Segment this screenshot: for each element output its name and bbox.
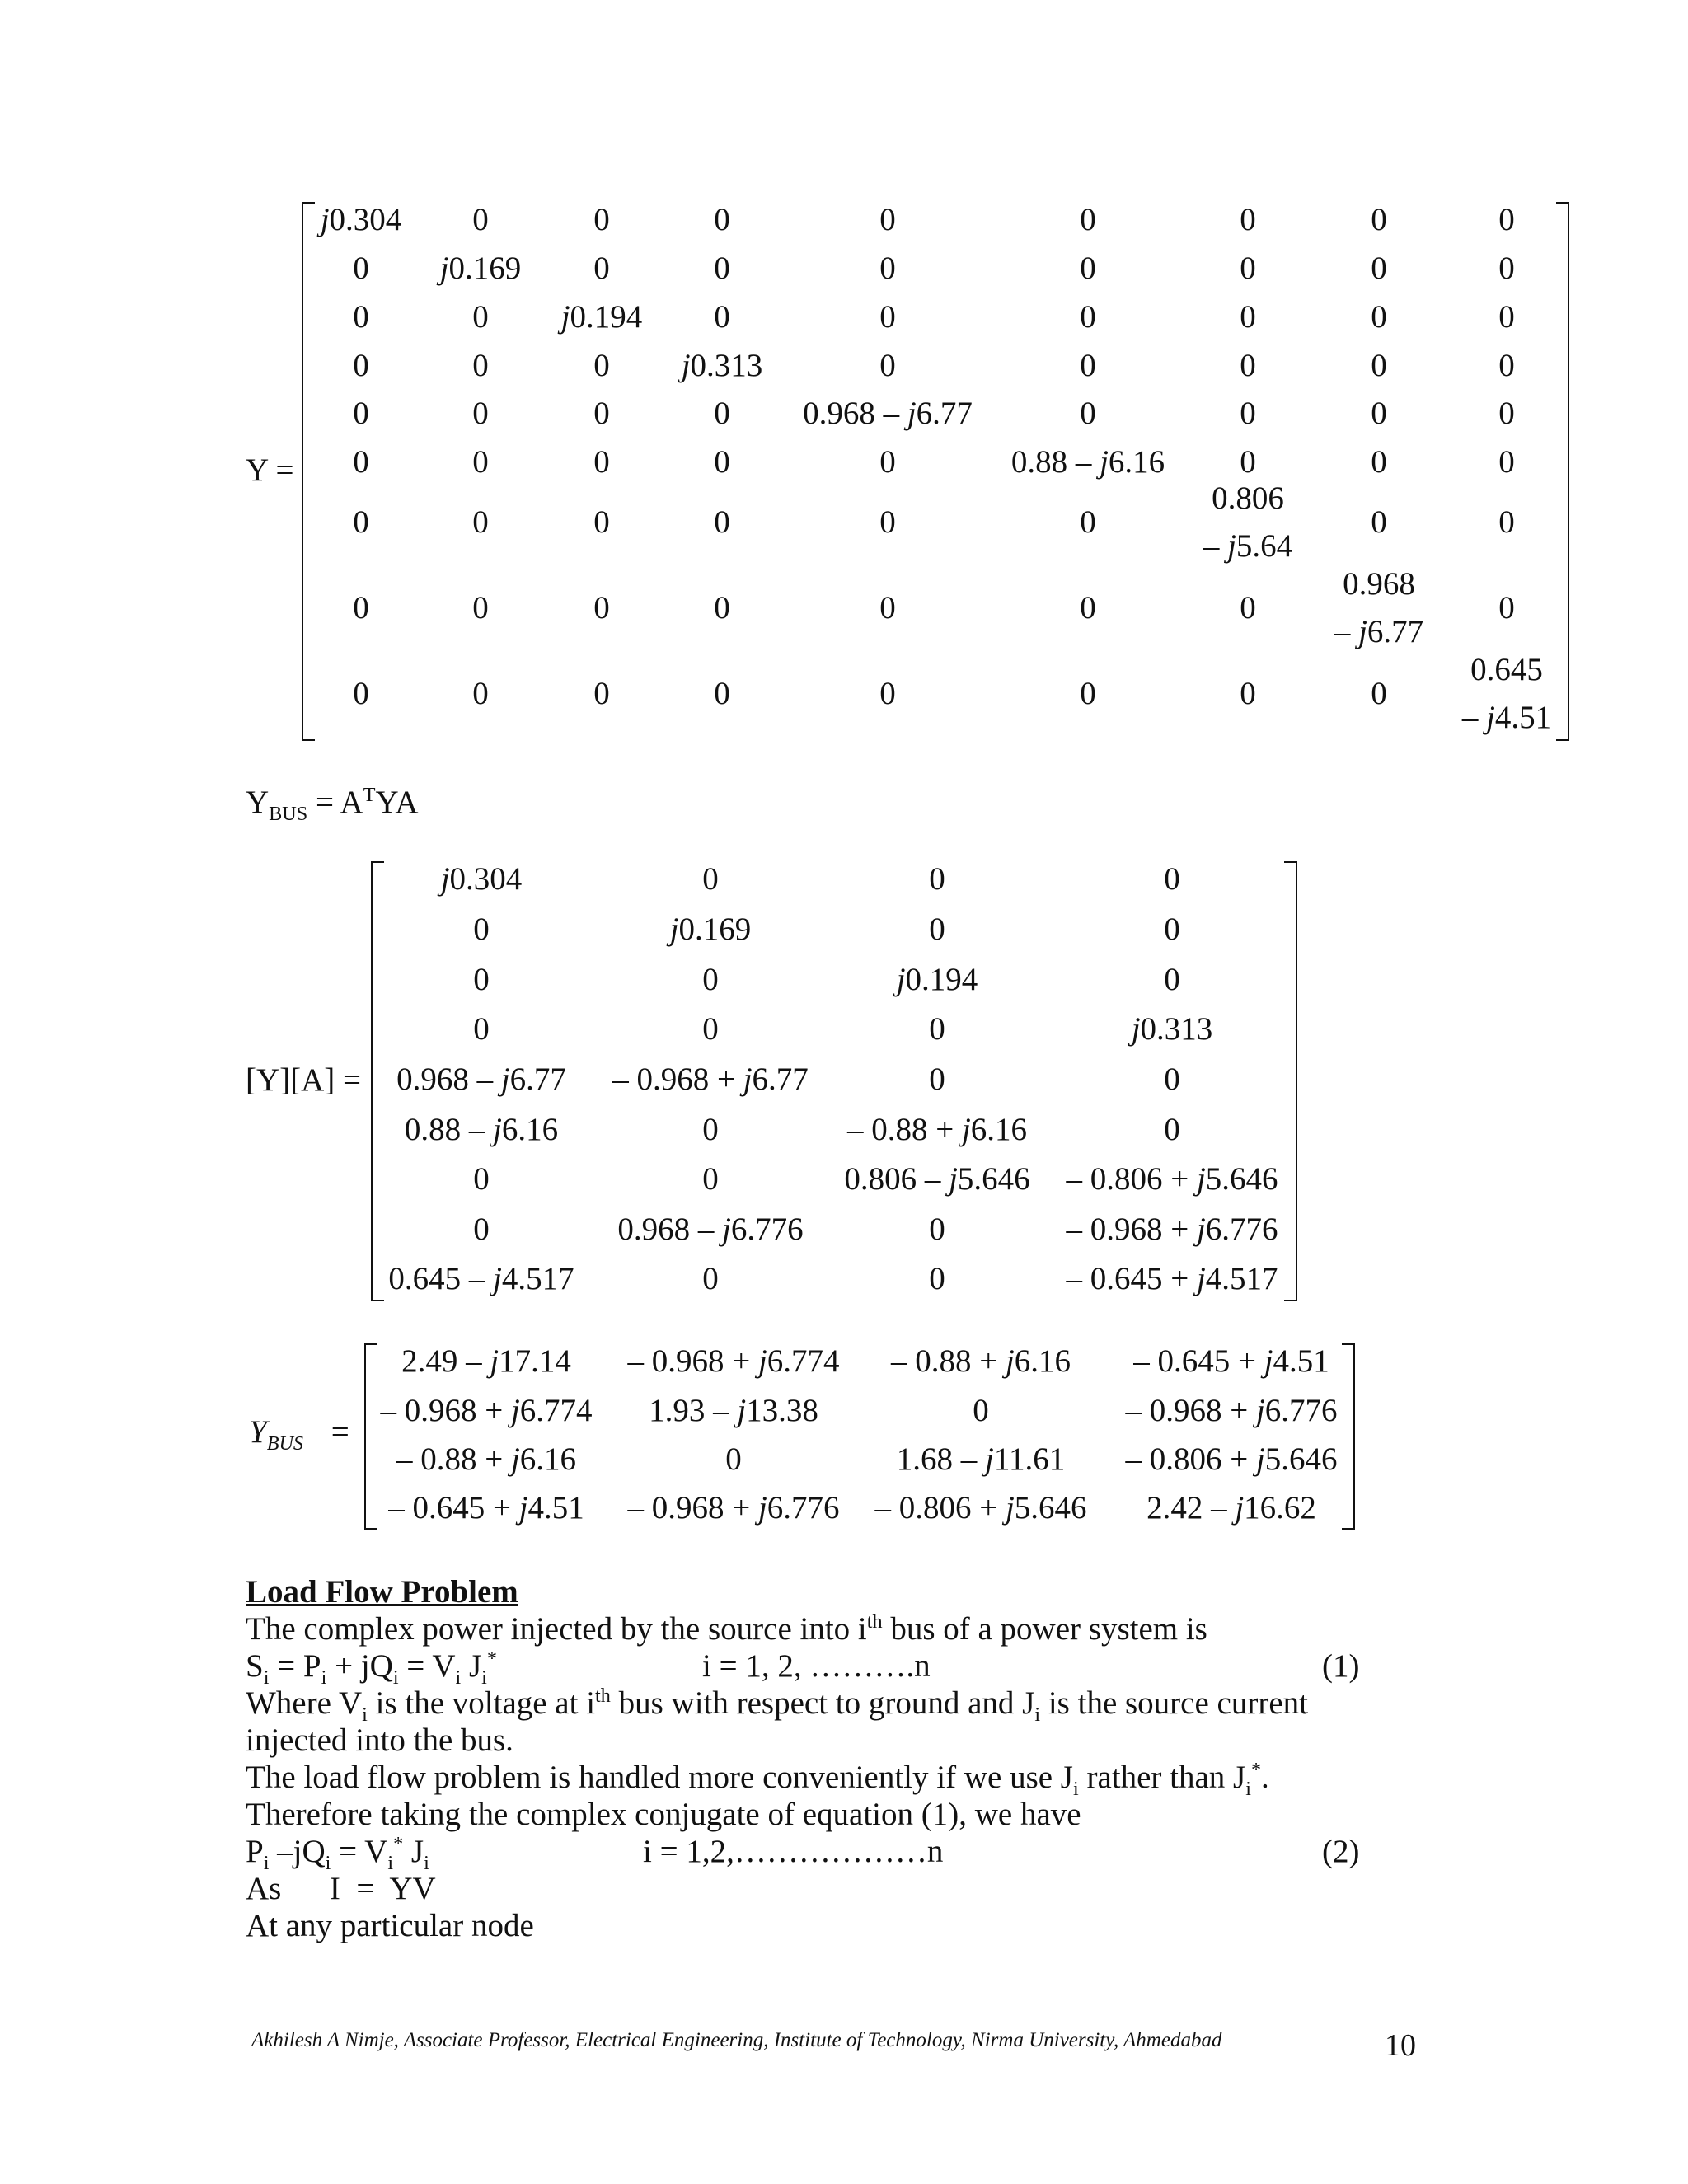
- page-number: 10: [1385, 2028, 1416, 2063]
- matrix-cell: – 0.645 + j4.51: [388, 1490, 584, 1526]
- matrix-cell: j0.313: [1131, 1011, 1213, 1047]
- matrix-cell: 0: [702, 1011, 719, 1047]
- matrix-cell: 0: [473, 1161, 490, 1197]
- matrix-cell: 0: [879, 504, 896, 540]
- matrix-cell: 0: [714, 202, 730, 237]
- matrix-cell: 0: [593, 590, 610, 626]
- matrix-cell: 0: [714, 676, 730, 711]
- matrix-cell: 0: [1371, 251, 1387, 286]
- matrix-cell: 0: [1498, 590, 1515, 626]
- matrix-cell: 0: [1498, 251, 1515, 286]
- matrix-cell: 0: [1371, 444, 1387, 480]
- matrix-cell: – 0.88 + j6.16: [846, 1112, 1028, 1147]
- matrix-cell: 0: [1371, 676, 1387, 711]
- matrix-cell: 0.968 – j6.776: [617, 1212, 804, 1247]
- matrix-cell: 0: [879, 251, 896, 286]
- section-heading: Load Flow Problem: [246, 1574, 518, 1610]
- matrix-cell: 0: [1164, 1112, 1180, 1147]
- matrix-cell: 0: [473, 1011, 490, 1047]
- matrix-cell: 0: [1080, 251, 1096, 286]
- equation-2-number: (2): [1322, 1834, 1360, 1869]
- matrix-cell: 0: [353, 348, 369, 383]
- matrix-cell: 0: [702, 1261, 719, 1296]
- matrix-cell: 0.645 – j4.517: [388, 1261, 574, 1296]
- matrix-cell: 0: [593, 444, 610, 480]
- matrix-cell: 0: [353, 251, 369, 286]
- equation-2: $P_i$ $-jQ_i = V_i^*$ $J_i$: [246, 1833, 429, 1874]
- matrix-cell: 0: [353, 676, 369, 711]
- matrix-cell: 0: [1080, 676, 1096, 711]
- matrix-y-left-bracket: [302, 202, 315, 741]
- matrix-cell: 0: [929, 1062, 945, 1097]
- matrix-cell: 2.49 – j17.14: [401, 1343, 571, 1379]
- matrix-cell: 0: [1164, 962, 1180, 997]
- paragraph-line: The complex power injected by the source into $i^{th}$ bus of a power system is: [246, 1610, 1207, 1647]
- matrix-cell: 0: [1240, 348, 1256, 383]
- matrix-ya-left-bracket: [371, 861, 384, 1301]
- matrix-cell: 0: [593, 251, 610, 286]
- matrix-cell: – 0.806 + j5.646: [874, 1490, 1087, 1526]
- matrix-cell: j0.304: [320, 202, 402, 237]
- matrix-cell: 0: [929, 912, 945, 947]
- matrix-cell: 0: [593, 396, 610, 431]
- matrix-cell: 0: [593, 676, 610, 711]
- matrix-cell-lower: – j6.77: [1334, 614, 1424, 649]
- equation-1: $S_i = P_i + jQ_i = V_i$ $J_i^*$: [246, 1647, 497, 1689]
- matrix-cell: 0: [473, 1212, 490, 1247]
- matrix-cell: 0: [879, 676, 896, 711]
- footer-author: Akhilesh A Nimje, Associate Professor, Electrical Engineering, Institute of Technology, Nirma University, Ahmedabad: [251, 2029, 1222, 2051]
- matrix-cell: 0: [1371, 299, 1387, 335]
- matrix-cell: 0: [1080, 299, 1096, 335]
- matrix-cell: 0: [1371, 202, 1387, 237]
- matrix-cell: 0: [353, 504, 369, 540]
- matrix-cell: 0: [702, 962, 719, 997]
- matrix-cell: 0: [473, 912, 490, 947]
- matrix-cell-upper: 0.645: [1470, 652, 1543, 687]
- paragraph-line: injected into the bus.: [246, 1722, 513, 1758]
- matrix-cell: 0: [714, 396, 730, 431]
- matrix-cell: 0: [1498, 348, 1515, 383]
- equation-1-number: (1): [1322, 1648, 1360, 1684]
- matrix-cell: 0: [1240, 202, 1256, 237]
- matrix-cell: 0: [1240, 590, 1256, 626]
- matrix-cell: – 0.968 + j6.774: [627, 1343, 840, 1379]
- matrix-cell: – 0.645 + j4.51: [1133, 1343, 1329, 1379]
- paragraph-line: As I = YV: [246, 1871, 436, 1906]
- matrix-ya-label: [Y][A] =: [246, 1062, 362, 1098]
- matrix-cell: 0: [725, 1441, 742, 1477]
- matrix-cell: – 0.806 + j5.646: [1066, 1161, 1278, 1197]
- matrix-cell: 0: [1164, 912, 1180, 947]
- matrix-y-label: Y =: [246, 452, 294, 488]
- matrix-cell: 0: [472, 348, 489, 383]
- matrix-cell: 1.68 – j11.61: [896, 1441, 1066, 1477]
- matrix-cell: 0: [1080, 202, 1096, 237]
- matrix-cell: 0: [702, 861, 719, 897]
- matrix-cell: 0: [472, 299, 489, 335]
- equation-2-range: i = 1,2,………………n: [643, 1834, 944, 1869]
- matrix-cell-lower: – j4.51: [1461, 700, 1552, 735]
- matrix-cell: j0.304: [440, 861, 523, 897]
- matrix-cell: 0: [879, 202, 896, 237]
- matrix-cell: 0: [714, 444, 730, 480]
- matrix-cell: 0: [472, 590, 489, 626]
- ybus-formula: $Y_{BUS} = A^TYA$: [246, 784, 419, 825]
- matrix-cell: 0: [1240, 251, 1256, 286]
- matrix-cell: 0: [472, 202, 489, 237]
- matrix-cell-upper: 0.968: [1343, 566, 1415, 602]
- matrix-cell: j0.313: [681, 348, 763, 383]
- matrix-cell: – 0.968 + j6.776: [1125, 1393, 1338, 1428]
- matrix-cell: 0: [472, 504, 489, 540]
- matrix-cell: 0.88 – j6.16: [404, 1112, 559, 1147]
- matrix-cell: 0: [1240, 396, 1256, 431]
- matrix-cell: 0: [1240, 676, 1256, 711]
- matrix-y-right-bracket: [1556, 202, 1569, 741]
- matrix-cell: 0: [472, 444, 489, 480]
- matrix-ybus-left-bracket: [364, 1343, 377, 1530]
- matrix-cell-upper: 0.806: [1212, 480, 1284, 516]
- matrix-cell: 0: [702, 1112, 719, 1147]
- matrix-cell: 0.968 – j6.77: [396, 1062, 566, 1097]
- paragraph-line: Therefore taking the complex conjugate of equation (1), we have: [246, 1797, 1081, 1832]
- matrix-cell: 0: [353, 590, 369, 626]
- paragraph-line: Where $V_i$ is the voltage at $i^{th}$ bus with respect to ground and $J_i$ is the source current: [246, 1685, 1308, 1726]
- matrix-cell: 0: [714, 590, 730, 626]
- matrix-cell: 0: [353, 396, 369, 431]
- matrix-cell-lower: – j5.64: [1203, 528, 1293, 564]
- matrix-cell: 0: [593, 202, 610, 237]
- matrix-cell: 0: [879, 444, 896, 480]
- matrix-cell: 0: [714, 299, 730, 335]
- matrix-cell: 0: [879, 299, 896, 335]
- matrix-cell: – 0.806 + j5.646: [1125, 1441, 1338, 1477]
- matrix-cell: 0: [593, 504, 610, 540]
- matrix-cell: j0.194: [560, 299, 643, 335]
- matrix-ya-right-bracket: [1284, 861, 1297, 1301]
- matrix-cell: 0: [1498, 202, 1515, 237]
- matrix-cell: 0: [1080, 396, 1096, 431]
- matrix-cell: 0: [1498, 396, 1515, 431]
- matrix-cell: – 0.88 + j6.16: [890, 1343, 1071, 1379]
- matrix-cell: 0: [1371, 348, 1387, 383]
- matrix-cell: 0: [1498, 444, 1515, 480]
- matrix-cell: 0: [1080, 348, 1096, 383]
- matrix-cell: 0.968 – j6.77: [803, 396, 973, 431]
- matrix-cell: 0: [1080, 590, 1096, 626]
- matrix-cell: 0: [1240, 444, 1256, 480]
- matrix-cell: 0: [714, 504, 730, 540]
- matrix-cell: 2.42 – j16.62: [1146, 1490, 1316, 1526]
- matrix-cell: 0: [973, 1393, 989, 1428]
- matrix-cell: 0: [472, 396, 489, 431]
- matrix-cell: 0: [714, 251, 730, 286]
- matrix-cell: 0.806 – j5.646: [844, 1161, 1030, 1197]
- matrix-cell: 0: [1240, 299, 1256, 335]
- matrix-cell: 0: [1164, 1062, 1180, 1097]
- matrix-cell: j0.169: [669, 912, 752, 947]
- paragraph-line: The load flow problem is handled more conveniently if we use $J_i$ rather than $J_i^*$.: [246, 1759, 1269, 1800]
- matrix-cell: j0.169: [439, 251, 522, 286]
- matrix-cell: j0.194: [896, 962, 978, 997]
- matrix-cell: – 0.968 + j6.776: [1066, 1212, 1278, 1247]
- matrix-cell: – 0.968 + j6.774: [380, 1393, 593, 1428]
- matrix-cell: 0: [929, 1261, 945, 1296]
- matrix-ybus-right-bracket: [1342, 1343, 1355, 1530]
- matrix-cell: 0: [879, 590, 896, 626]
- matrix-cell: – 0.88 + j6.16: [396, 1441, 577, 1477]
- matrix-cell: 1.93 – j13.38: [649, 1393, 818, 1428]
- matrix-cell: 0: [1164, 861, 1180, 897]
- matrix-ybus-label: $Y_{BUS}$ =: [249, 1414, 349, 1455]
- matrix-cell: 0: [473, 962, 490, 997]
- matrix-cell: 0: [702, 1161, 719, 1197]
- matrix-cell: 0: [929, 861, 945, 897]
- paragraph-line: At any particular node: [246, 1908, 534, 1943]
- matrix-cell: 0: [472, 676, 489, 711]
- matrix-cell: – 0.645 + j4.517: [1066, 1261, 1278, 1296]
- matrix-cell: 0: [1371, 396, 1387, 431]
- matrix-cell: 0: [1080, 504, 1096, 540]
- equation-1-range: i = 1, 2, ……….n: [702, 1648, 931, 1684]
- matrix-cell: 0: [353, 299, 369, 335]
- matrix-cell: – 0.968 + j6.77: [612, 1062, 809, 1097]
- matrix-cell: 0: [929, 1011, 945, 1047]
- matrix-cell: – 0.968 + j6.776: [627, 1490, 840, 1526]
- matrix-cell: 0: [1371, 504, 1387, 540]
- matrix-cell: 0: [879, 348, 896, 383]
- matrix-cell: 0.88 – j6.16: [1010, 444, 1165, 480]
- matrix-cell: 0: [593, 348, 610, 383]
- matrix-cell: 0: [929, 1212, 945, 1247]
- matrix-cell: 0: [1498, 299, 1515, 335]
- matrix-cell: 0: [1498, 504, 1515, 540]
- matrix-cell: 0: [353, 444, 369, 480]
